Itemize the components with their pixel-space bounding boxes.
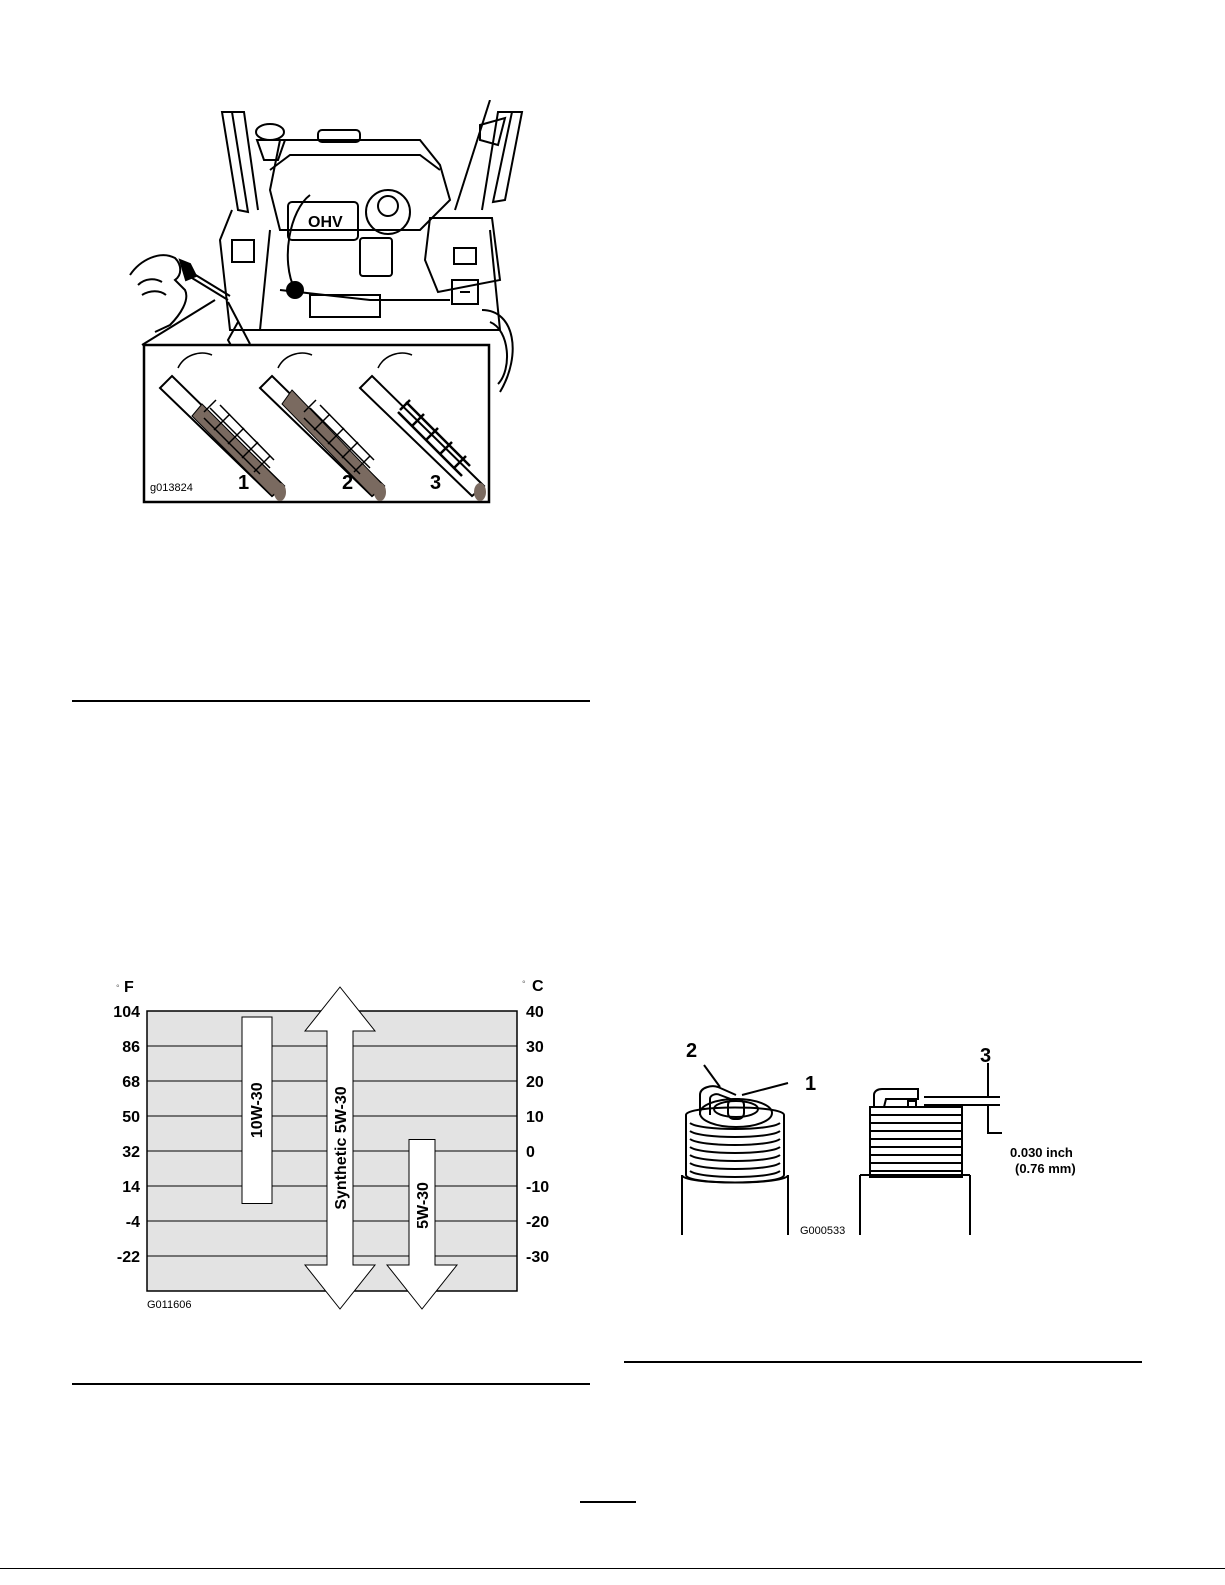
gap-inch-label: 0.030 inch [1010, 1145, 1073, 1160]
callout-1: 1 [805, 1073, 817, 1095]
figure-id: G000533 [800, 1225, 846, 1237]
band-label-synthetic-5w-30: Synthetic 5W-30 [333, 1086, 350, 1210]
tick-label-celsius: 40 [526, 1004, 544, 1021]
tick-label-fahrenheit: -4 [125, 1214, 140, 1231]
tick-label-fahrenheit: 104 [113, 1004, 140, 1021]
oil-viscosity-chart [100, 965, 570, 1315]
tick-label-celsius: 10 [526, 1109, 544, 1126]
callout-2: 2 [342, 472, 354, 494]
degree-symbol-right: ° [522, 979, 526, 989]
spark-plug-figure [660, 1035, 1130, 1245]
oil-chart-svg [100, 965, 570, 1315]
tick-label-fahrenheit: 50 [122, 1109, 140, 1126]
unit-celsius: C [532, 978, 544, 995]
section-divider [624, 1361, 1142, 1363]
tick-label-celsius: 0 [526, 1144, 535, 1161]
callout-3: 3 [980, 1045, 992, 1067]
unit-fahrenheit: F [124, 979, 134, 996]
section-divider [72, 1383, 590, 1385]
figure-id: g013824 [150, 482, 193, 494]
tick-label-celsius: -10 [526, 1179, 550, 1196]
dipstick-figure [120, 100, 560, 510]
callout-1: 1 [238, 472, 250, 494]
tick-label-celsius: -30 [526, 1249, 550, 1266]
tick-label-celsius: 30 [526, 1039, 544, 1056]
degree-symbol-left: ° [116, 983, 120, 993]
figure-id: G011606 [147, 1299, 192, 1311]
callout-3: 3 [430, 472, 442, 494]
tick-label-fahrenheit: -22 [116, 1249, 140, 1266]
page-bottom-rule [0, 1568, 1225, 1569]
band-label-5w-30: 5W-30 [415, 1182, 432, 1229]
tick-label-celsius: 20 [526, 1074, 544, 1091]
tick-label-fahrenheit: 32 [122, 1144, 140, 1161]
tick-label-fahrenheit: 14 [122, 1179, 140, 1196]
tick-label-fahrenheit: 86 [122, 1039, 140, 1056]
band-label-10w-30: 10W-30 [249, 1082, 266, 1139]
gap-mm-label: (0.76 mm) [1015, 1161, 1076, 1176]
tick-label-fahrenheit: 68 [122, 1074, 140, 1091]
spark-plug-illustration [660, 1035, 1130, 1245]
callout-2: 2 [686, 1040, 698, 1062]
section-divider [72, 700, 590, 702]
ohv-badge: OHV [308, 214, 343, 231]
page-number-line [580, 1501, 636, 1503]
engine-illustration [120, 100, 560, 510]
tick-label-celsius: -20 [526, 1214, 550, 1231]
